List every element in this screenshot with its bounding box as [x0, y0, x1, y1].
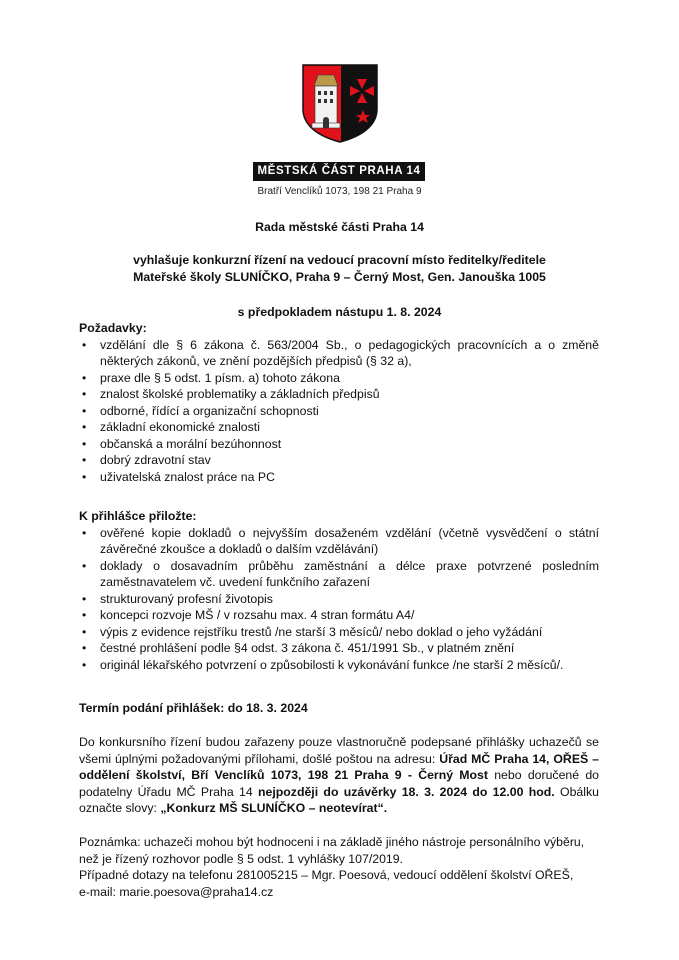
submission-text: Obálku označte slovy: — [79, 784, 599, 815]
submission-deadline: nejpozději do uzávěrky 18. 3. 2024 do 12.00 hod. — [258, 784, 555, 799]
brand-label: MĚSTSKÁ ČÁST PRAHA 14 — [253, 162, 425, 181]
submission-paragraph — [79, 734, 599, 817]
note-section — [79, 834, 599, 900]
list-item: • občanská a morální bezúhonnost — [79, 436, 599, 453]
attachments-list — [79, 525, 599, 674]
coat-of-arms-icon — [301, 63, 379, 143]
list-item: • uživatelská znalost práce na PC — [79, 469, 599, 486]
contact-email: e-mail: marie.poesova@praha14.cz — [79, 884, 274, 899]
list-item: • vzdělání dle § 6 zákona č. 563/2004 Sb., o pedagogických pracovnících a o změně některých zákonů, ve znění pozdějších předpisů (§ 32 a), — [79, 337, 599, 370]
list-item: • čestné prohlášení podle §4 odst. 3 zákona č. 451/1991 Sb., v platném znění — [79, 640, 599, 657]
list-item: • znalost školské problematiky a základních předpisů — [79, 386, 599, 403]
submission-text: Do konkursního řízení budou zařazeny pouze vlastnoručně podepsané přihlášky uchazečů se všemi úplnými požadovanými přílohami, došlé poštou na adresu: — [79, 735, 599, 766]
list-item: • strukturovaný profesní životopis — [79, 591, 599, 608]
list-item: • výpis z evidence rejstříku trestů /ne starší 3 měsíců/ nebo doklad o jeho vyžádání — [79, 624, 599, 641]
title-line-2: Mateřské školy SLUNÍČKO, Praha 9 – Černý Most, Gen. Janouška 1005 — [133, 270, 546, 284]
title-line-1: vyhlašuje konkurzní řízení na vedoucí pracovní místo ředitelky/ředitele — [133, 253, 546, 267]
note-text: Poznámka: uchazeči mohou být hodnoceni i na základě jiného nástroje personálního výběru, než je řízený rozhovor podle § 5 odst. 1 vyhlášky 107/2019. — [79, 835, 585, 866]
deadline-heading: Termín podání přihlášek: do 18. 3. 2024 — [79, 701, 308, 715]
submission-address: Úřad MČ Praha 14, OŘEŠ – oddělení školství, Bří Venclíků 1073, 198 21 Praha 9 - Černý Most — [79, 751, 599, 782]
start-date: s předpokladem nástupu 1. 8. 2024 — [237, 305, 442, 319]
list-item: • koncepci rozvoje MŠ / v rozsahu max. 4 stran formátu A4/ — [79, 607, 599, 624]
attachments-section — [79, 508, 599, 673]
requirements-list — [79, 337, 599, 486]
list-item: • odborné, řídící a organizační schopnosti — [79, 403, 599, 420]
list-item: • praxe dle § 5 odst. 1 písm. a) tohoto zákona — [79, 370, 599, 387]
list-item: • dobrý zdravotní stav — [79, 452, 599, 469]
issuer-heading: Rada městské části Praha 14 — [255, 220, 424, 234]
requirements-heading: Požadavky: — [79, 321, 147, 335]
contact-line: Případné dotazy na telefonu 281005215 – Mgr. Poesová, vedoucí oddělení školství OŘEŠ, — [79, 868, 574, 882]
list-item: • základní ekonomické znalosti — [79, 419, 599, 436]
list-item: • originál lékařského potvrzení o způsobilosti k vykonávání funkce /ne starší 2 měsíců/. — [79, 657, 599, 674]
envelope-label: „Konkurz MŠ SLUNÍČKO – neotevírat“. — [160, 801, 388, 815]
attachments-heading: K přihlášce přiložte: — [79, 509, 197, 523]
header-address: Bratří Venclíků 1073, 198 21 Praha 9 — [257, 186, 422, 197]
requirements-section — [79, 320, 599, 485]
list-item: • doklady o dosavadním průběhu zaměstnání a délce praxe potvrzené posledním zaměstnavatelem vč. uvedení funkčního zařazení — [79, 558, 599, 591]
submission-text: nebo doručené do podatelny Úřadu MČ Praha 14 — [79, 768, 600, 799]
list-item: • ověřené kopie dokladů o nejvyšším dosaženém vzdělání (včetně vysvědčení o státní závěrečné zkoušce a dokladů o dalším vzdělávání) — [79, 525, 599, 558]
